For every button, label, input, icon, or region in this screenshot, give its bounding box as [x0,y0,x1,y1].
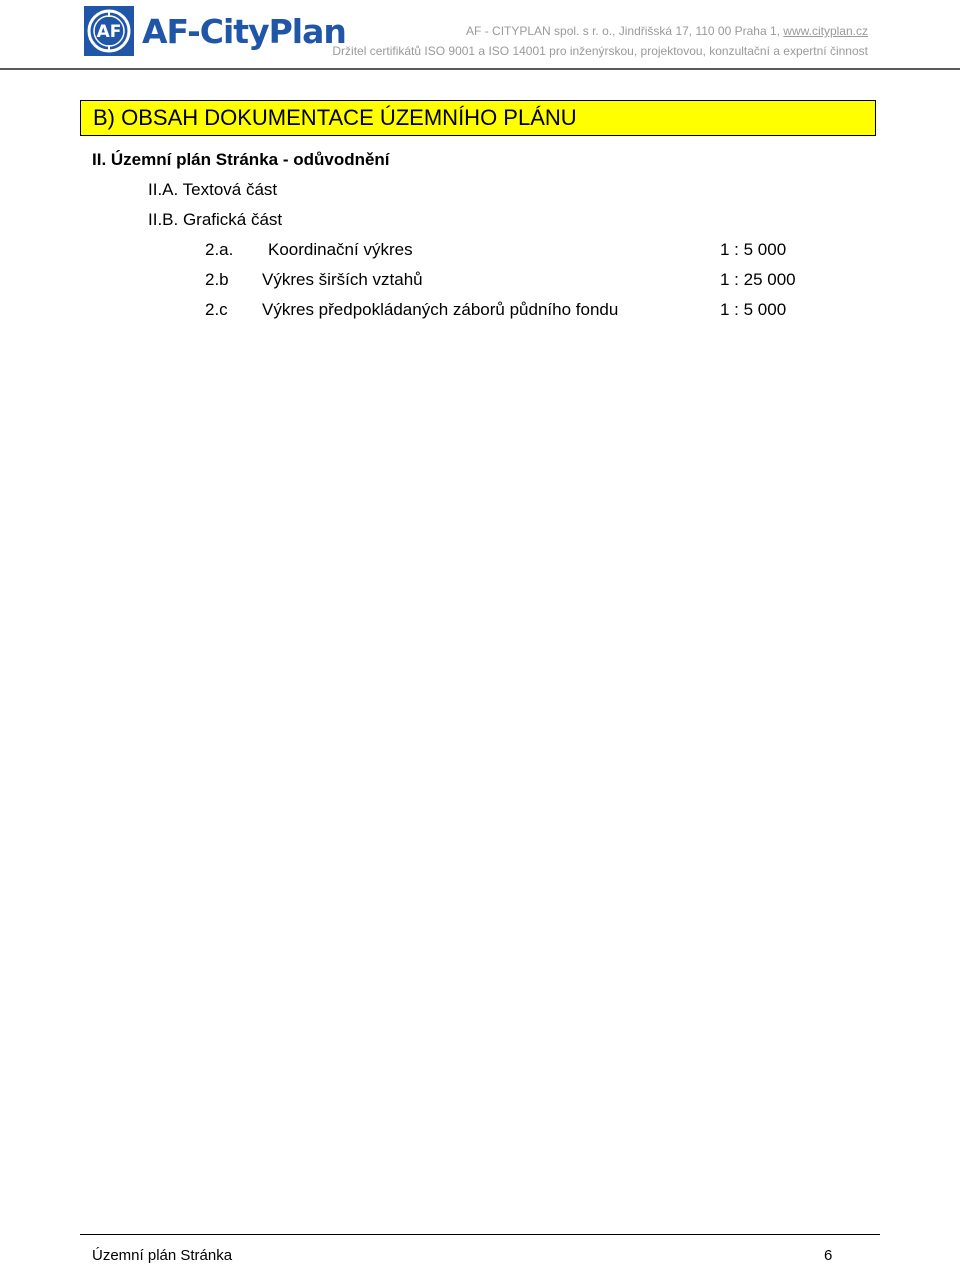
svg-text:AF: AF [96,22,122,42]
company-logo [84,6,346,56]
company-address-text: AF - CITYPLAN spol. s r. o., Jindřišská 17, 110 00 Praha 1, [466,24,784,38]
certification-text: Držitel certifikátů ISO 9001 a ISO 14001 pro inženýrskou, projektovou, konzultační a expertní činnost [332,44,868,58]
company-website-link[interactable]: www.cityplan.cz [783,24,868,38]
section-title: B) OBSAH DOKUMENTACE ÚZEMNÍHO PLÁNU [93,105,577,130]
part-heading: II. Územní plán Stránka - odůvodnění [92,150,390,169]
drawing-code: 2.b [205,270,229,289]
drawing-scale: 1 : 25 000 [720,270,796,289]
page-header [0,0,960,72]
drawing-scale: 1 : 5 000 [720,240,787,259]
text-part-heading: II.A. Textová část [148,180,278,199]
graphic-part-heading: II.B. Grafická část [148,210,283,229]
drawing-code: 2.a. [205,240,234,259]
company-address [466,24,868,38]
drawing-scale: 1 : 5 000 [720,300,787,319]
footer-divider [80,1234,880,1235]
drawing-name: Výkres předpokládaných záborů půdního fondu [262,300,619,319]
af-logo-icon [84,6,134,56]
footer-title: Územní plán Stránka [92,1247,233,1264]
logo-text: AF-CityPlan [142,11,346,51]
drawing-code: 2.c [205,300,228,319]
drawing-name: Výkres širších vztahů [262,270,423,289]
drawing-name: Koordinační výkres [268,240,413,259]
section-title-banner [80,100,876,136]
header-divider [0,68,960,70]
page-number: 6 [824,1247,833,1264]
